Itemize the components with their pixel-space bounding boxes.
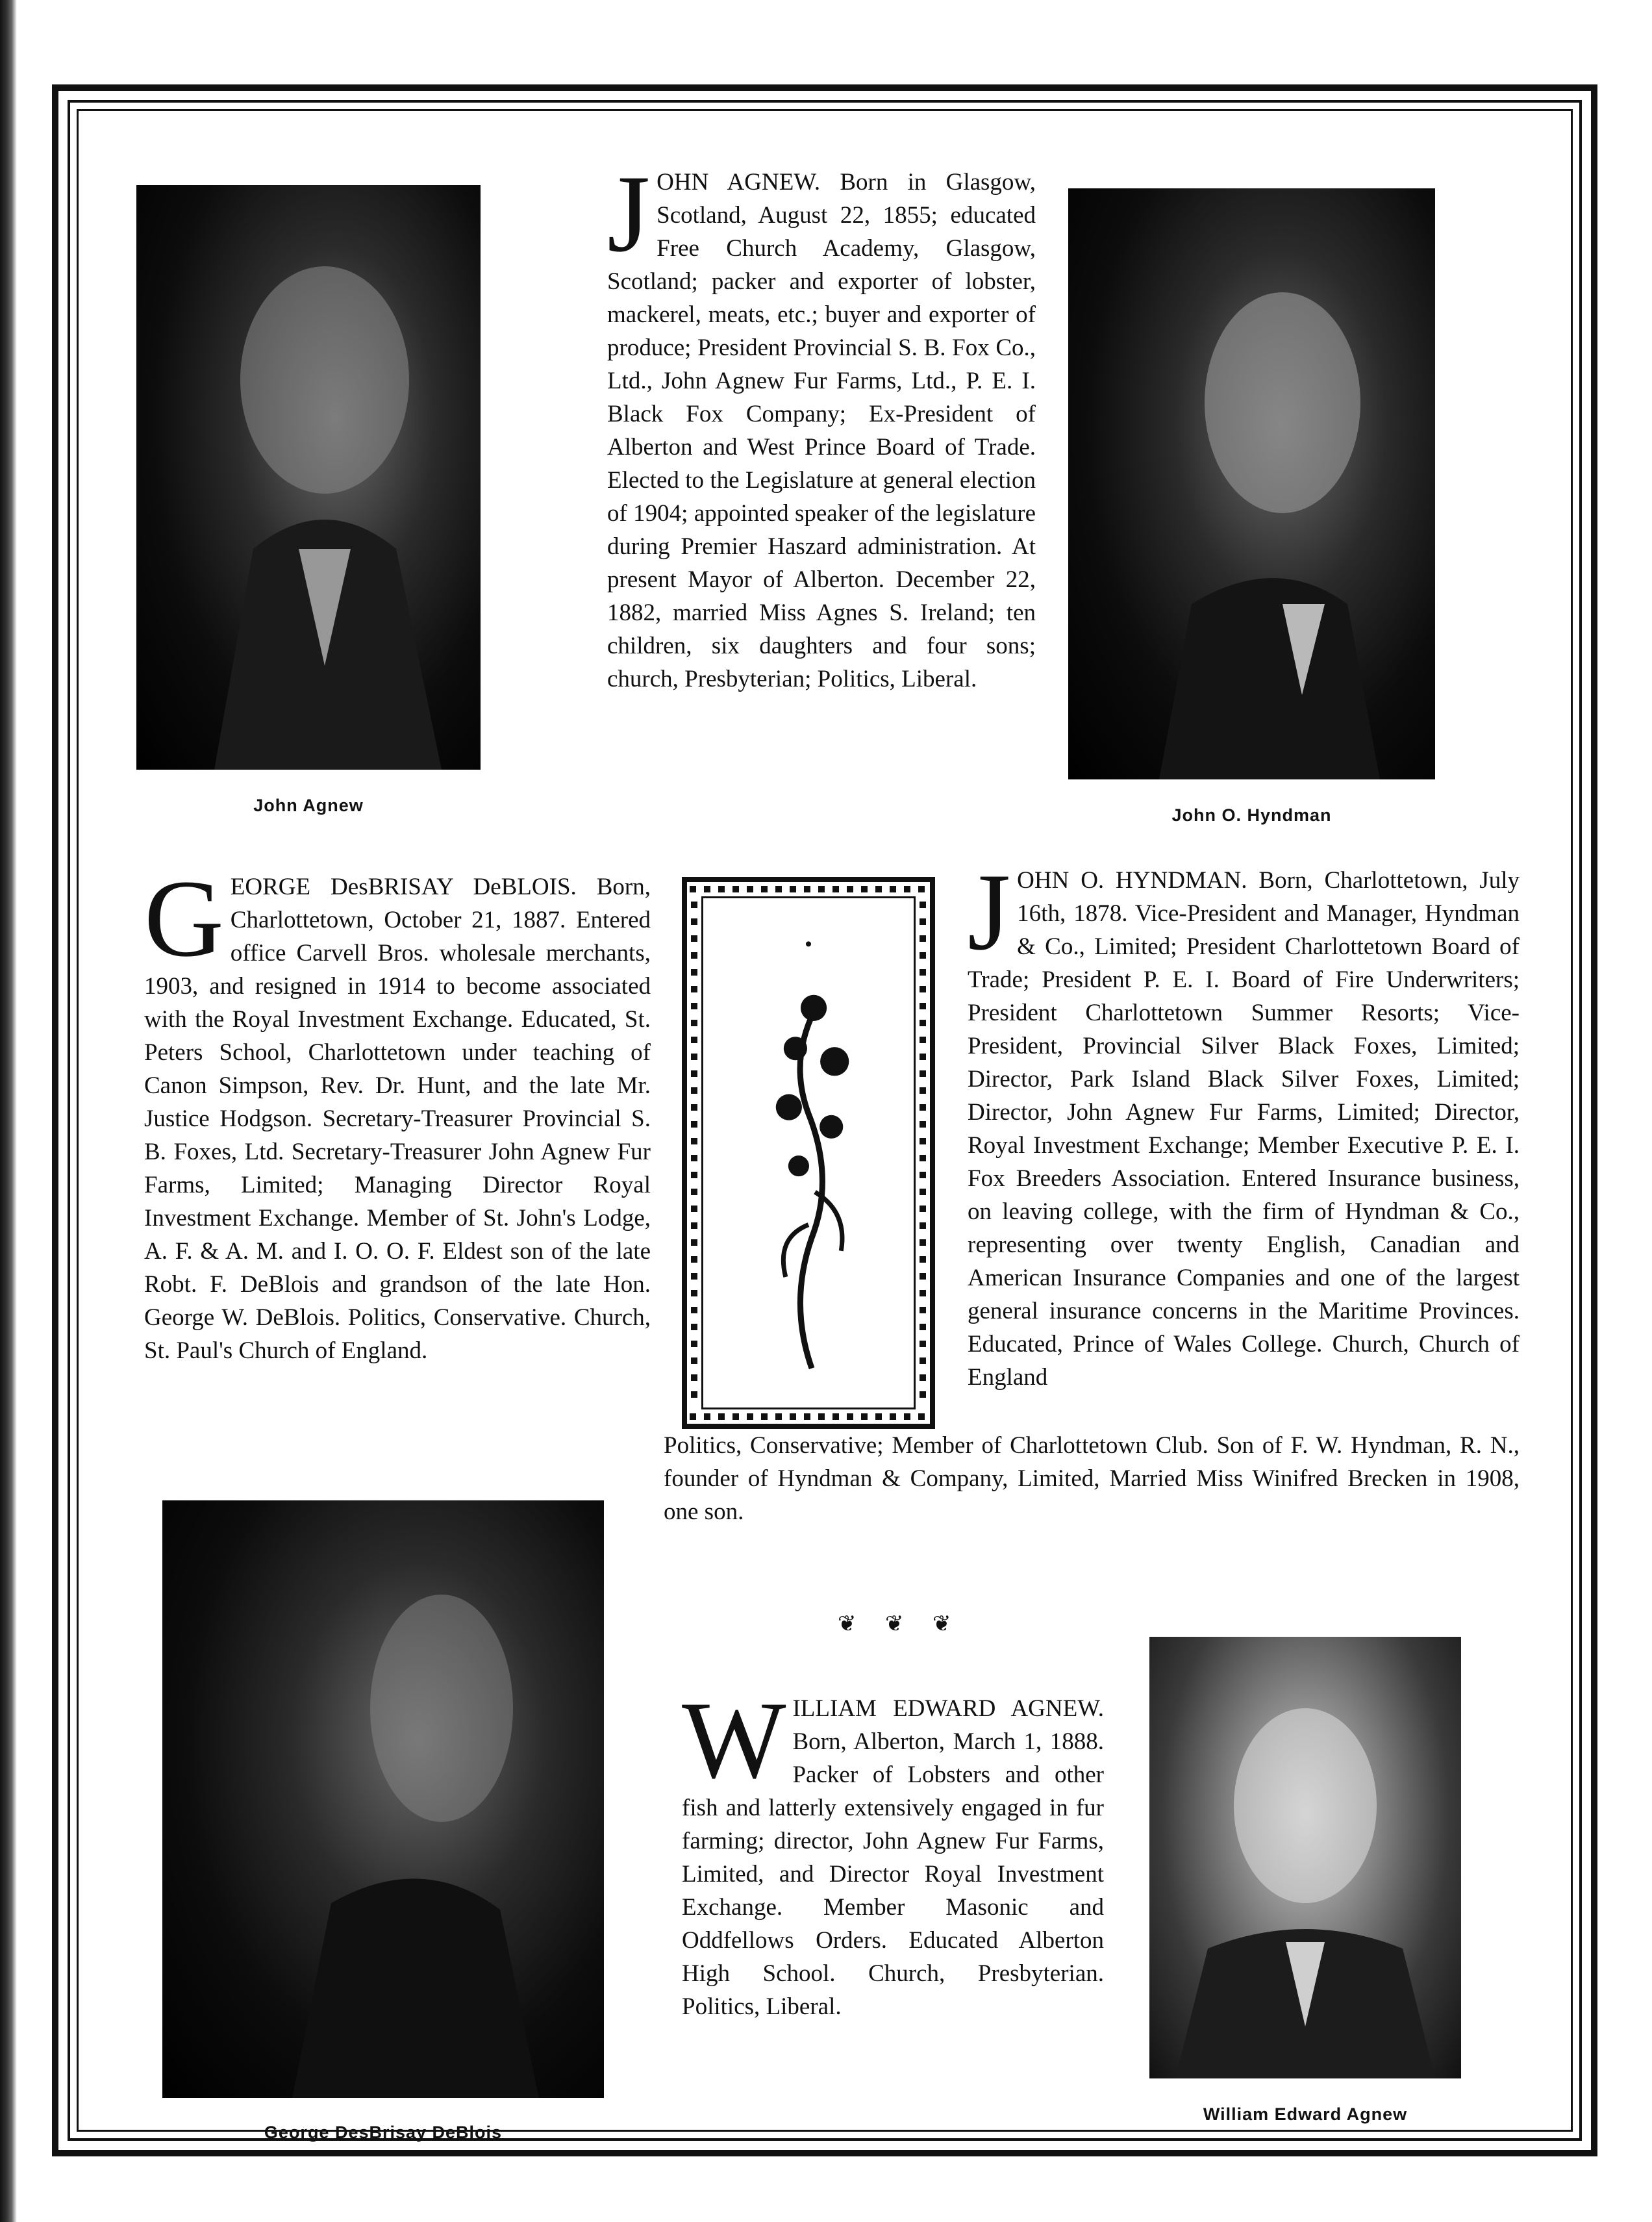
bio-text: OHN O. HYNDMAN. Born, Charlottetown, July 16th, 1878. Vice-President and Manager, Hyndman & Co., Limited; President Charlottetown Board of Trade; President P. E. I. Board of Fire Underwriters; President Charlottetown Summer Resorts; Vice-President, Provincial Silver Black Foxes, Limited; Director, Park Island Black Silver Foxes, Limited; Director, John Agnew Fur Farms, Limited; Director, Royal Investment Exchange; Member Executive P. E. I. Fox Breeders Association. Entered Insurance business, on leaving college, with the firm of Hyndman & Co., representing over twenty English, Canadian and American Insurance Companies and one of the largest general insurance concerns in the Maritime Provinces. Educated, Prince of Wales College. Church, Church of England <box>968 867 1520 1391</box>
portrait-william-agnew <box>1149 1637 1461 2078</box>
ornament-border-left <box>691 902 697 1404</box>
bio-text: OHN AGNEW. Born in Glasgow, Scotland, August 22, 1855; educated Free Church Academy, Glasgow, Scotland; packer and exporter of lobster, mackerel, meats, etc.; buyer and exporter of produce; President Provincial S. B. Fox Co., Ltd., John Agnew Fur Farms, Ltd., P. E. I. Black Fox Company; Ex-President of Alberton and West Prince Board of Trade. Elected to the Legislature at general election of 1904; appointed speaker of the legislature during Premier Haszard administration. At present Mayor of Alberton. December 22, 1882, married Miss Agnes S. Ireland; ten children, six daughters and four sons; church, Presbyterian; Politics, Liberal. <box>607 169 1036 692</box>
portrait-john-agnew <box>136 185 481 770</box>
ornament-border-top <box>690 886 927 892</box>
ornament-inner-frame <box>701 896 916 1409</box>
bio-john-hyndman <box>968 851 1520 1394</box>
bio-text: Politics, Conservative; Member of Charlottetown Club. Son of F. W. Hyndman, R. N., founder of Hyndman & Company, Limited, Married Miss Winifred Brecken in 1908, one son. <box>664 1432 1520 1525</box>
binding-edge <box>0 0 17 2222</box>
drop-cap: W <box>682 1679 786 1801</box>
bio-text: EORGE DesBRISAY DeBLOIS. Born, Charlottetown, October 21, 1887. Entered office Carvell Bros. wholesale merchants, 1903, and resigned in 1914 to become associated with the Royal Investment Exchange. Educated, St. Peters School, Charlottetown under teaching of Canon Simpson, Rev. Dr. Hunt, and the late Mr. Justice Hodgson. Secretary-Treasurer Provincial S. B. Foxes, Ltd. Secretary-Treasurer John Agnew Fur Farms, Limited; Managing Director Royal Investment Exchange. Member of St. John's Lodge, A. F. & A. M. and I. O. O. F. Eldest son of the late Robt. F. DeBlois and grandson of the late Hon. George W. DeBlois. Politics, Conservative. Church, St. Paul's Church of England. <box>144 874 651 1364</box>
caption-george-deblois: George DesBrisay DeBlois <box>264 2123 503 2142</box>
portrait-photo-icon <box>1068 188 1435 779</box>
drop-cap: J <box>607 153 651 275</box>
bio-text: ILLIAM EDWARD AGNEW. Born, Alberton, March 1, 1888. Packer of Lobsters and other fish and latterly extensively engaged in fur farming; director, John Agnew Fur Farms, Limited, and Director Royal Investment Exchange. Member Masonic and Oddfellows Orders. Educated Alberton High School. Church, Presbyterian. Politics, Liberal. <box>682 1695 1104 2020</box>
bio-john-hyndman-continuation <box>664 1429 1520 1528</box>
portrait-john-hyndman <box>1068 188 1435 779</box>
portrait-george-deblois <box>162 1500 604 2098</box>
caption-john-agnew: John Agnew <box>253 796 364 815</box>
bio-william-agnew <box>682 1679 1104 2023</box>
bio-george-deblois <box>144 857 651 1367</box>
caption-john-hyndman: John O. Hyndman <box>1171 805 1332 825</box>
portrait-photo-icon <box>1149 1637 1461 2078</box>
bio-john-agnew <box>607 153 1036 696</box>
separator-ornament: ❦ ❦ ❦ <box>838 1612 963 1636</box>
portrait-photo-icon <box>162 1500 604 2098</box>
floral-ornament-panel <box>682 877 935 1429</box>
ornament-border-bottom <box>690 1413 927 1420</box>
caption-william-agnew: William Edward Agnew <box>1203 2104 1408 2124</box>
portrait-photo-icon <box>136 185 481 770</box>
ornament-border-right <box>920 902 926 1404</box>
drop-cap: J <box>968 851 1011 973</box>
floral-ornament-icon <box>703 898 914 1408</box>
drop-cap: G <box>144 857 224 979</box>
